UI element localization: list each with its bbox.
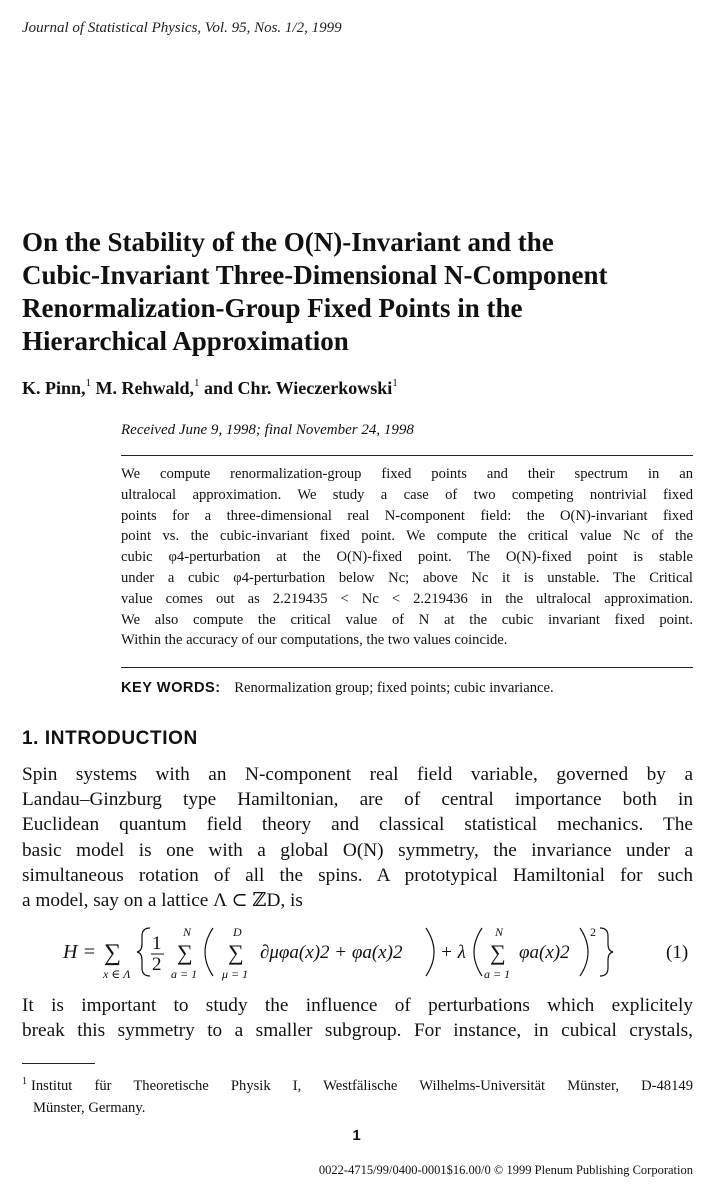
paragraph-line: break this symmetry to a smaller subgroup. For instance, in cubical crystals, bbox=[22, 1020, 693, 1042]
abstract-line: We compute renormalization-group fixed points and their spectrum in an bbox=[121, 466, 693, 482]
eq-quartic-term: φa(x)2 bbox=[519, 942, 570, 963]
eq-lhs: H = bbox=[63, 941, 96, 963]
eq-sum-subscript: x ∈ Λ bbox=[103, 967, 131, 981]
author-name: M. Rehwald, bbox=[95, 378, 195, 398]
author-name: K. Pinn, bbox=[22, 378, 86, 398]
abstract-line: Within the accuracy of our computations, the two values coincide. bbox=[121, 632, 508, 649]
paragraph-line: Euclidean quantum field theory and classical statistical mechanics. The bbox=[22, 814, 693, 836]
title-line: Cubic-Invariant Three-Dimensional N-Component bbox=[22, 260, 608, 290]
footnote bbox=[22, 1071, 693, 1119]
left-paren bbox=[474, 928, 482, 976]
keywords bbox=[121, 680, 554, 697]
affiliation-mark: 1 bbox=[85, 377, 92, 389]
eq-sum-a-lower: a = 1 bbox=[171, 967, 198, 981]
right-brace bbox=[600, 928, 613, 976]
eq-sum-mu-upper: D bbox=[233, 925, 242, 939]
abstract-line: ultralocal approximation. We study a case of two competing nontrivial fixed bbox=[121, 486, 693, 503]
abstract-line: point vs. the cubic-invariant fixed point. We compute the critical value Nc of the bbox=[121, 528, 693, 545]
affiliation-mark: 1 bbox=[392, 377, 398, 389]
affiliation-mark: 1 bbox=[194, 377, 200, 389]
author-name: and Chr. Wieczerkowski bbox=[204, 378, 393, 398]
eq-sum-symbol: ∑ bbox=[228, 940, 244, 965]
eq-half-denominator: 2 bbox=[152, 954, 162, 975]
title-line: Hierarchical Approximation bbox=[22, 326, 349, 356]
left-paren bbox=[205, 928, 213, 976]
paragraph-line: Landau–Ginzburg type Hamiltonian, are of central importance both in bbox=[22, 789, 693, 811]
paper-title bbox=[22, 226, 702, 358]
footnote-line: Institut für Theoretische Physik I, Westfälische Wilhelms-Universität Münster, D-48149 bbox=[31, 1077, 693, 1094]
paragraph-line: basic model is one with a global O(N) symmetry, the invariance under a bbox=[22, 839, 693, 861]
eq-sum-a-upper: N bbox=[183, 925, 192, 939]
eq-sum-a2-upper: N bbox=[495, 925, 504, 939]
author-list bbox=[22, 378, 398, 399]
abstract-line: under a cubic φ4-perturbation below Nc; above Nc it is unstable. The Critical bbox=[121, 569, 693, 586]
paragraph-line: a model, say on a lattice Λ ⊂ ℤD, is bbox=[22, 889, 303, 911]
abstract-top-rule bbox=[121, 455, 693, 456]
eq-half-numerator: 1 bbox=[152, 933, 162, 954]
eq-outer-power: 2 bbox=[590, 925, 596, 939]
section-heading: 1. INTRODUCTION bbox=[22, 728, 198, 749]
page-number: 1 bbox=[352, 1127, 361, 1144]
abstract bbox=[121, 464, 693, 651]
paragraph-line: simultaneous rotation of all the spins. A prototypical Hamiltonial for such bbox=[22, 864, 693, 886]
journal-header: Journal of Statistical Physics, Vol. 95, Nos. 1/2, 1999 bbox=[22, 20, 342, 36]
eq-kinetic-term: ∂μφa(x)2 + φa(x)2 bbox=[260, 942, 403, 963]
right-paren bbox=[426, 928, 434, 976]
eq-sum-symbol: ∑ bbox=[177, 940, 193, 965]
eq-sum-symbol: ∑ bbox=[104, 940, 122, 966]
eq-sum-a2-lower: a = 1 bbox=[484, 967, 511, 981]
title-line: Renormalization-Group Fixed Points in the bbox=[22, 293, 523, 323]
right-paren bbox=[580, 928, 588, 976]
eq-lambda: + λ bbox=[440, 942, 466, 963]
copyright-line: 0022-4715/99/0400-0001$16.00/0 © 1999 Plenum Publishing Corporation bbox=[318, 1163, 693, 1177]
paragraph-line: Spin systems with an N-component real field variable, governed by a bbox=[22, 764, 693, 785]
equation-1 bbox=[0, 918, 713, 988]
eq-sum-mu-lower: μ = 1 bbox=[222, 967, 249, 981]
abstract-line: cubic φ4-perturbation at the O(N)-fixed point. The O(N)-fixed point is stable bbox=[121, 549, 693, 566]
body-paragraph bbox=[22, 993, 693, 1043]
intro-paragraph bbox=[22, 762, 693, 913]
eq-number: (1) bbox=[666, 942, 689, 963]
abstract-bottom-rule bbox=[121, 667, 693, 668]
eq-sum-symbol: ∑ bbox=[490, 940, 506, 965]
received-dates: Received June 9, 1998; final November 24, 1998 bbox=[121, 422, 414, 438]
footnote-mark: 1 bbox=[22, 1076, 27, 1087]
abstract-line: value comes out as 2.219435 < Nc < 2.219436 in the ultralocal approximation. bbox=[121, 590, 693, 607]
title-line: On the Stability of the O(N)-Invariant and the bbox=[22, 227, 554, 257]
abstract-line: points for a three-dimensional real N-component field: the O(N)-invariant fixed bbox=[121, 507, 693, 524]
abstract-line: We also compute the critical value of N at the cubic invariant fixed point. bbox=[121, 611, 693, 628]
keywords-text: Renormalization group; fixed points; cubic invariance. bbox=[234, 680, 554, 696]
paragraph-line: It is important to study the influence of perturbations which explicitely bbox=[22, 995, 693, 1016]
left-brace bbox=[137, 928, 150, 976]
footnote-rule bbox=[22, 1063, 95, 1064]
footnote-line: Münster, Germany. bbox=[33, 1099, 146, 1116]
keywords-label: KEY WORDS: bbox=[121, 680, 221, 696]
